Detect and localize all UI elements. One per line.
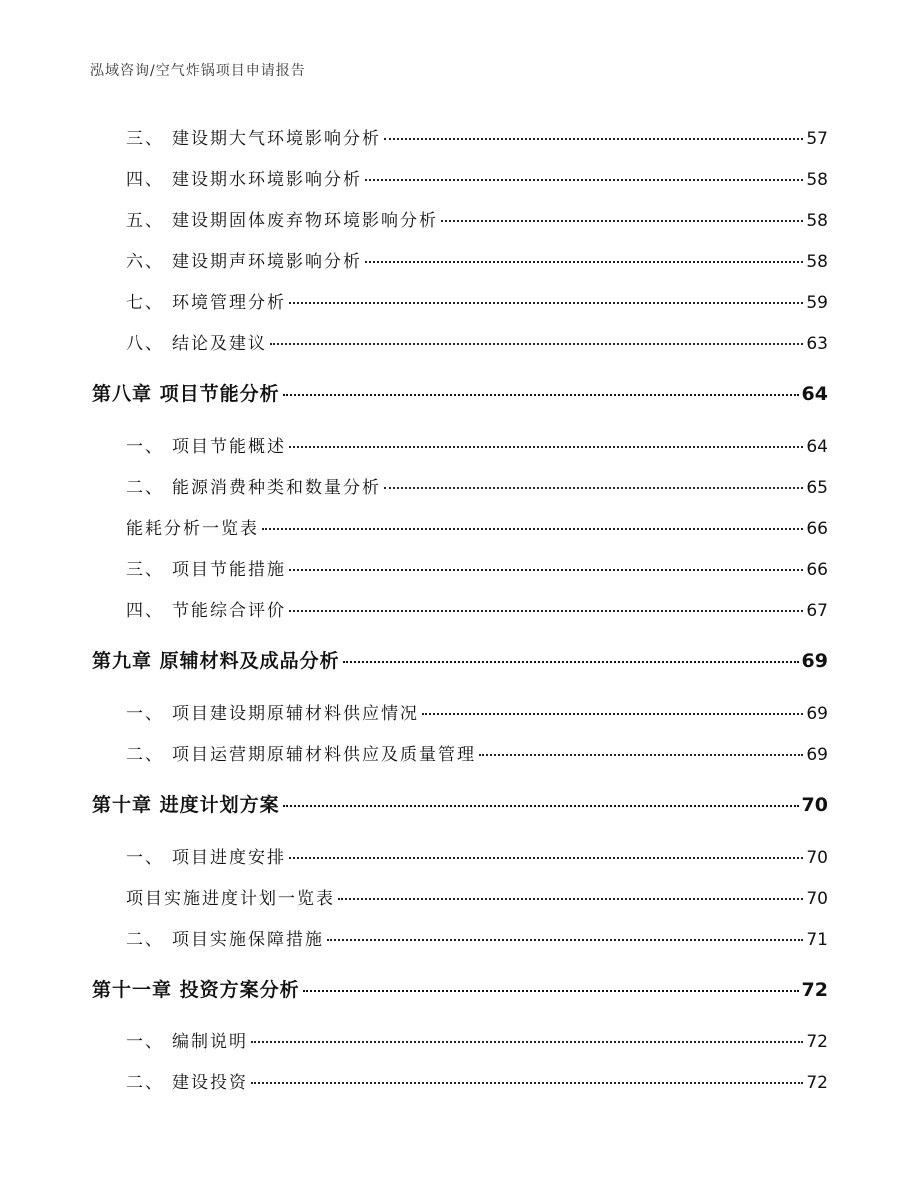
- toc-entry-page: 58: [806, 211, 828, 231]
- dot-leader: [251, 1082, 803, 1084]
- dot-leader: [365, 261, 803, 263]
- toc-entry-number: 七、: [126, 293, 164, 313]
- dot-leader: [289, 446, 803, 448]
- toc-entry[interactable]: [126, 925, 828, 950]
- toc-chapter[interactable]: [92, 790, 828, 817]
- toc-entry-title: 项目建设期原辅材料供应情况: [172, 704, 419, 724]
- toc-entry-page: 69: [806, 745, 828, 765]
- toc-entry-number: 二、: [126, 930, 164, 950]
- toc-entry-number: 一、: [126, 848, 164, 868]
- toc-entry-number: 一、: [126, 704, 164, 724]
- toc-entry-page: 72: [806, 1032, 828, 1052]
- toc-entry-title: 建设期水环境影响分析: [172, 170, 362, 190]
- toc-entry-title: 建设期声环境影响分析: [172, 252, 362, 272]
- toc-entry-title: 项目节能措施: [172, 560, 286, 580]
- toc-entry-number: 四、: [126, 601, 164, 621]
- toc-entry[interactable]: [126, 165, 828, 190]
- toc-chapter-page: 70: [801, 794, 828, 816]
- toc-entry-number: 二、: [126, 1073, 164, 1093]
- toc-entry[interactable]: [126, 699, 828, 724]
- toc-entry-title: 能耗分析一览表: [126, 519, 259, 539]
- toc-entry-title: 项目进度安排: [172, 848, 286, 868]
- toc-entry[interactable]: [126, 473, 828, 498]
- toc-chapter-title: 第九章 原辅材料及成品分析: [92, 650, 340, 672]
- dot-leader: [262, 528, 803, 530]
- toc-entry-page: 64: [806, 437, 828, 457]
- toc-table-entry[interactable]: [126, 884, 828, 909]
- toc-entry-title: 项目节能概述: [172, 437, 286, 457]
- toc-entry-title: 能源消费种类和数量分析: [172, 478, 381, 498]
- dot-leader: [289, 569, 803, 571]
- dot-leader: [270, 343, 803, 345]
- toc-entry-title: 项目运营期原辅材料供应及质量管理: [172, 745, 476, 765]
- toc-entry[interactable]: [126, 740, 828, 765]
- toc-entry-page: 69: [806, 704, 828, 724]
- toc-entry-page: 70: [806, 848, 828, 868]
- toc-entry-number: 八、: [126, 334, 164, 354]
- toc-entry-page: 67: [806, 601, 828, 621]
- dot-leader: [365, 179, 803, 181]
- toc-entry-page: 58: [806, 252, 828, 272]
- toc-entry-page: 59: [806, 293, 828, 313]
- toc-entry-number: 三、: [126, 560, 164, 580]
- toc-entry[interactable]: [126, 555, 828, 580]
- toc-entry[interactable]: [126, 329, 828, 354]
- toc-entry[interactable]: [126, 596, 828, 621]
- toc-entry-title: 结论及建议: [172, 334, 267, 354]
- toc-chapter[interactable]: [92, 646, 828, 673]
- toc-table-entry[interactable]: [126, 514, 828, 539]
- toc-entry-page: 70: [806, 889, 828, 909]
- toc-entry[interactable]: [126, 432, 828, 457]
- toc-entry-title: 环境管理分析: [172, 293, 286, 313]
- toc-entry-title: 项目实施保障措施: [172, 930, 324, 950]
- dot-leader: [289, 302, 803, 304]
- dot-leader: [422, 713, 803, 715]
- toc-entry-page: 66: [806, 560, 828, 580]
- toc-chapter-title: 第八章 项目节能分析: [92, 383, 280, 405]
- toc-chapter-title: 第十章 进度计划方案: [92, 794, 280, 816]
- dot-leader: [251, 1041, 803, 1043]
- dot-leader: [289, 610, 803, 612]
- dot-leader: [384, 138, 803, 140]
- toc-entry-title: 建设投资: [172, 1073, 248, 1093]
- toc-entry-page: 57: [806, 129, 828, 149]
- toc-entry-page: 63: [806, 334, 828, 354]
- toc-entry-number: 三、: [126, 129, 164, 149]
- toc-entry-number: 一、: [126, 437, 164, 457]
- toc-entry-title: 建设期固体废弃物环境影响分析: [172, 211, 438, 231]
- toc-chapter-page: 64: [801, 383, 828, 405]
- toc-entry-title: 项目实施进度计划一览表: [126, 889, 335, 909]
- dot-leader: [479, 754, 803, 756]
- toc-chapter[interactable]: [92, 379, 828, 406]
- toc-entry[interactable]: [126, 1027, 828, 1052]
- toc-entry-number: 五、: [126, 211, 164, 231]
- dot-leader: [384, 487, 803, 489]
- toc-entry-page: 71: [806, 930, 828, 950]
- toc-entry[interactable]: [126, 843, 828, 868]
- toc-entry-page: 65: [806, 478, 828, 498]
- dot-leader: [327, 939, 803, 941]
- toc-chapter-page: 72: [801, 979, 828, 1001]
- dot-leader: [283, 394, 799, 396]
- dot-leader: [343, 661, 799, 663]
- dot-leader: [303, 990, 799, 992]
- toc-entry-page: 72: [806, 1073, 828, 1093]
- toc-entry-number: 一、: [126, 1032, 164, 1052]
- dot-leader: [283, 805, 799, 807]
- toc-entry[interactable]: [126, 206, 828, 231]
- toc-entry-title: 节能综合评价: [172, 601, 286, 621]
- dot-leader: [441, 220, 803, 222]
- dot-leader: [338, 898, 803, 900]
- toc-entry-number: 二、: [126, 478, 164, 498]
- dot-leader: [289, 857, 803, 859]
- toc-entry-number: 六、: [126, 252, 164, 272]
- toc-entry-page: 66: [806, 519, 828, 539]
- toc-entry-title: 编制说明: [172, 1032, 248, 1052]
- toc-chapter[interactable]: [92, 975, 828, 1002]
- toc-chapter-title: 第十一章 投资方案分析: [92, 979, 300, 1001]
- toc-entry-number: 四、: [126, 170, 164, 190]
- toc-entry[interactable]: [126, 124, 828, 149]
- toc-entry-title: 建设期大气环境影响分析: [172, 129, 381, 149]
- toc-entry[interactable]: [126, 1068, 828, 1093]
- toc-entry-number: 二、: [126, 745, 164, 765]
- running-header: 泓域咨询/空气炸锅项目申请报告: [90, 63, 306, 79]
- toc-entry-page: 58: [806, 170, 828, 190]
- toc-chapter-page: 69: [801, 650, 828, 672]
- toc-entry[interactable]: [126, 288, 828, 313]
- toc-entry[interactable]: [126, 247, 828, 272]
